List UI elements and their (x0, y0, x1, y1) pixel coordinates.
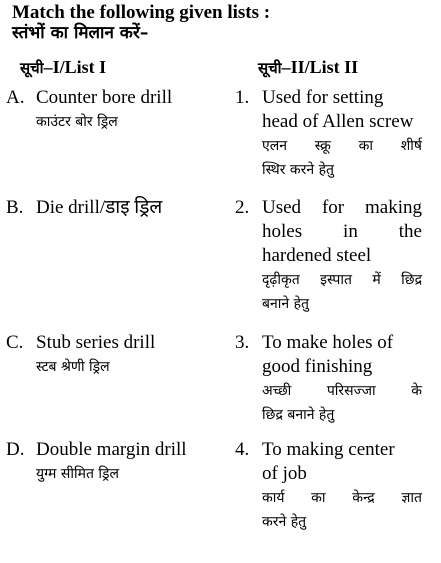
list1-label: B. (6, 197, 24, 218)
list1-label: D. (6, 439, 25, 460)
list2-item (262, 86, 422, 182)
list1-item-en: Counter bore drill (36, 87, 173, 108)
list1-item-hi: स्टब श्रेणी ड्रिल (36, 359, 110, 375)
list2-item (262, 438, 422, 534)
list2-item-en: of job (262, 463, 307, 484)
list2-number: 3. (235, 332, 250, 353)
list2-item-en: good finishing (262, 356, 373, 377)
list2-number: 1. (235, 87, 250, 108)
list1-item-en: Double margin drill (36, 439, 187, 460)
question-title: Match the following given lists : (12, 2, 271, 23)
list2-item-en: head of Allen screw (262, 111, 414, 132)
list2-item-hi: दृढ़ीकृत इस्पात में छिद्र (262, 272, 422, 288)
question-title-hindi: स्तंभों का मिलान करें– (12, 23, 149, 43)
list1-header: सूची–I/List I (20, 57, 107, 77)
list2-item (262, 331, 422, 427)
list2-item-hi: अच्छी परिसज्जा के (262, 383, 422, 399)
list2-item-en: Used for making (262, 197, 422, 218)
list2-item-hi: एलन स्क्रू का शीर्ष (262, 138, 422, 154)
list2-item-en: Used for setting (262, 87, 384, 108)
list1-item-hi: काउंटर बोर ड्रिल (36, 114, 118, 130)
list1-item-en: Stub series drill (36, 332, 156, 353)
list2-item-hi: कार्य का केन्द्र ज्ञात (262, 490, 422, 506)
list2-item-en: hardened steel (262, 245, 372, 266)
list1-label: A. (6, 87, 25, 108)
list1-label: C. (6, 332, 24, 353)
list2-number: 2. (235, 197, 250, 218)
list1-item-hi: युग्म सीमित ड्रिल (36, 466, 120, 482)
list2-number: 4. (235, 439, 250, 460)
list1-item-en: Die drill/डाइ ड्रिल (36, 197, 163, 218)
list2-item-hi: छिद्र बनाने हेतु (262, 407, 335, 423)
list2-item (262, 196, 422, 316)
list2-header: सूची–II/List II (258, 57, 359, 77)
list2-item-hi: स्थिर करने हेतु (262, 162, 335, 178)
list2-item-en: holes in the (262, 221, 422, 242)
list2-item-en: To making center (262, 439, 395, 460)
list2-item-hi: करने हेतु (262, 514, 307, 530)
list2-item-en: To make holes of (262, 332, 394, 353)
list2-item-hi: बनाने हेतु (262, 296, 310, 312)
